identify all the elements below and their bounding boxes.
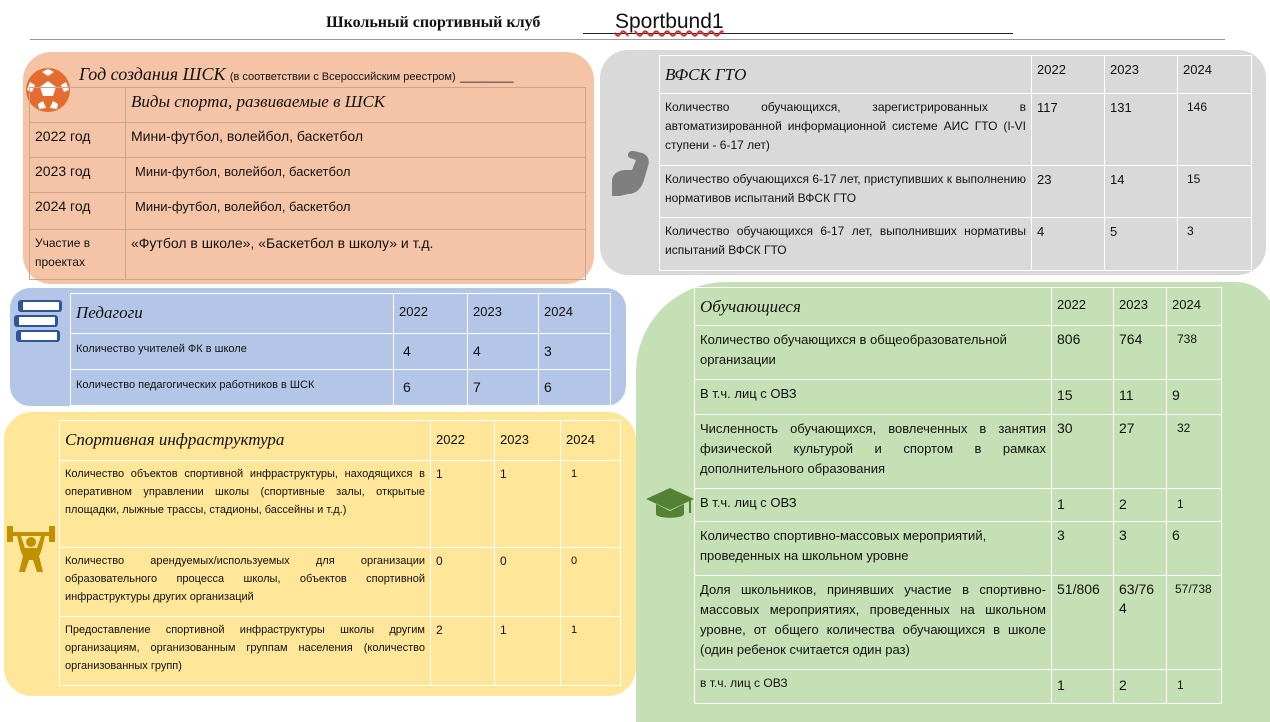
teachers-value: 6 <box>394 370 468 406</box>
gto-year: 2024 <box>1178 56 1252 94</box>
infra-value: 1 <box>495 617 561 686</box>
founding-row-label: 2022 год <box>30 123 126 158</box>
students-value: 764 <box>1114 326 1167 380</box>
students-title: Обучающиеся <box>695 288 1052 326</box>
infra-value: 1 <box>431 461 495 548</box>
header-divider <box>30 39 1225 40</box>
teachers-value: 4 <box>468 334 539 370</box>
infra-year: 2024 <box>561 421 621 461</box>
teachers-year: 2022 <box>394 294 468 334</box>
students-value: 3 <box>1114 522 1167 576</box>
students-row-label: Численность обучающихся, вовлеченных в занятия физической культурой и спортом в рамках дополнительного образования <box>695 415 1052 489</box>
founding-row-value: Мини-футбол, волейбол, баскетбол <box>126 193 586 230</box>
graduation-cap-icon <box>644 486 696 524</box>
infra-row-label: Количество арендуемых/используемых для организации образовательного процесса школы, объектов спортивной инфраструктуры других организаций <box>60 548 431 617</box>
club-name: Sportbund1 <box>615 10 724 33</box>
infra-value: 1 <box>561 461 621 548</box>
infra-value: 0 <box>561 548 621 617</box>
students-table <box>694 287 1222 704</box>
founding-heading <box>79 64 514 85</box>
gto-value: 117 <box>1032 94 1105 166</box>
gto-year: 2023 <box>1105 56 1178 94</box>
page-title: Школьный спортивный клуб <box>326 14 541 31</box>
students-year: 2022 <box>1052 288 1114 326</box>
gto-row-label: Количество обучающихся 6-17 лет, выполнивших нормативы испытаний ВФСК ГТО <box>660 218 1032 271</box>
founding-row-label: Участие в проектах <box>30 230 126 280</box>
infra-value: 1 <box>495 461 561 548</box>
books-icon <box>12 296 64 346</box>
infra-row-label: Предоставление спортивной инфраструктуры школы другим организациям, организованным группам населения (количество организованных групп) <box>60 617 431 686</box>
gto-value: 146 <box>1178 94 1252 166</box>
students-row-label: Количество обучающихся в общеобразовательной организации <box>695 326 1052 380</box>
students-value: 1 <box>1052 489 1114 522</box>
founding-row-label: 2023 год <box>30 158 126 193</box>
gto-table <box>659 55 1252 271</box>
students-value: 2 <box>1114 670 1167 704</box>
founding-row-value: Мини-футбол, волейбол, баскетбол <box>126 158 586 193</box>
infra-value: 2 <box>431 617 495 686</box>
gto-title: ВФСК ГТО <box>660 56 1032 94</box>
students-value: 30 <box>1052 415 1114 489</box>
students-value: 9 <box>1167 380 1222 415</box>
students-row-label: В т.ч. лиц с ОВЗ <box>695 489 1052 522</box>
page-header <box>0 8 1270 40</box>
infra-table <box>59 420 621 686</box>
teachers-year: 2024 <box>539 294 611 334</box>
infra-year: 2023 <box>495 421 561 461</box>
teachers-value: 6 <box>539 370 611 406</box>
students-value: 15 <box>1052 380 1114 415</box>
teachers-row-label: Количество учителей ФК в школе <box>71 334 394 370</box>
infra-row-label: Количество объектов спортивной инфраструктуры, находящихся в оперативном управлении школы (спортивные залы, открытые площадки, лыжные трассы, стадионы, бассейны и т.д.) <box>60 461 431 548</box>
founding-row-value: Мини-футбол, волейбол, баскетбол <box>126 123 586 158</box>
infra-value: 0 <box>431 548 495 617</box>
gto-value: 14 <box>1105 166 1178 218</box>
students-value: 1 <box>1052 670 1114 704</box>
students-row-label: В т.ч. лиц с ОВЗ <box>695 380 1052 415</box>
students-row-label: Доля школьников, принявших участие в спортивно-массовых мероприятиях, проведенных на школьном уровне, от общего количества обучающихся в школе (один ребенок считается один раз) <box>695 576 1052 670</box>
founding-blank: ________ <box>460 69 514 83</box>
students-value: 738 <box>1167 326 1222 380</box>
gto-value: 5 <box>1105 218 1178 271</box>
teachers-value: 3 <box>539 334 611 370</box>
founding-row-value: «Футбол в школе», «Баскетбол в школу» и т.д. <box>126 230 586 280</box>
teachers-year: 2023 <box>468 294 539 334</box>
gto-year: 2022 <box>1032 56 1105 94</box>
students-value: 1 <box>1167 670 1222 704</box>
muscle-arm-icon <box>606 146 654 198</box>
teachers-value: 7 <box>468 370 539 406</box>
infra-year: 2022 <box>431 421 495 461</box>
students-value: 3 <box>1052 522 1114 576</box>
gto-value: 3 <box>1178 218 1252 271</box>
teachers-value: 4 <box>394 334 468 370</box>
students-value: 6 <box>1167 522 1222 576</box>
students-value: 51/806 <box>1052 576 1114 670</box>
founding-note: (в соответствии с Всероссийским реестром) <box>229 71 456 83</box>
gto-value: 4 <box>1032 218 1105 271</box>
teachers-title: Педагоги <box>71 294 394 334</box>
students-value: 63/764 <box>1114 576 1167 670</box>
students-value: 2 <box>1114 489 1167 522</box>
teachers-table <box>70 293 611 406</box>
sports-col-header: Виды спорта, развиваемые в ШСК <box>126 88 586 123</box>
gto-row-label: Количество обучающихся 6-17 лет, приступивших к выполнению нормативов испытаний ВФСК ГТО <box>660 166 1032 218</box>
weightlifter-icon <box>5 522 57 574</box>
students-value: 32 <box>1167 415 1222 489</box>
infra-title: Спортивная инфраструктура <box>60 421 431 461</box>
students-value: 11 <box>1114 380 1167 415</box>
gto-row-label: Количество обучающихся, зарегистрированных в автоматизированной информационной системе АИС ГТО (I-VI ступени - 6-17 лет) <box>660 94 1032 166</box>
founding-table <box>29 87 586 280</box>
infra-value: 0 <box>495 548 561 617</box>
students-value: 1 <box>1167 489 1222 522</box>
gto-value: 131 <box>1105 94 1178 166</box>
teachers-row-label: Количество педагогических работников в ШСК <box>71 370 394 406</box>
founding-row-label: 2024 год <box>30 193 126 230</box>
students-value: 806 <box>1052 326 1114 380</box>
students-row-label: в т.ч. лиц с ОВЗ <box>695 670 1052 704</box>
students-row-label: Количество спортивно-массовых мероприятий, проведенных на школьном уровне <box>695 522 1052 576</box>
students-year: 2023 <box>1114 288 1167 326</box>
founding-title: Год создания ШСК <box>79 64 226 84</box>
infra-value: 1 <box>561 617 621 686</box>
gto-value: 15 <box>1178 166 1252 218</box>
students-value: 57/738 <box>1167 576 1222 670</box>
students-value: 27 <box>1114 415 1167 489</box>
gto-value: 23 <box>1032 166 1105 218</box>
students-year: 2024 <box>1167 288 1222 326</box>
